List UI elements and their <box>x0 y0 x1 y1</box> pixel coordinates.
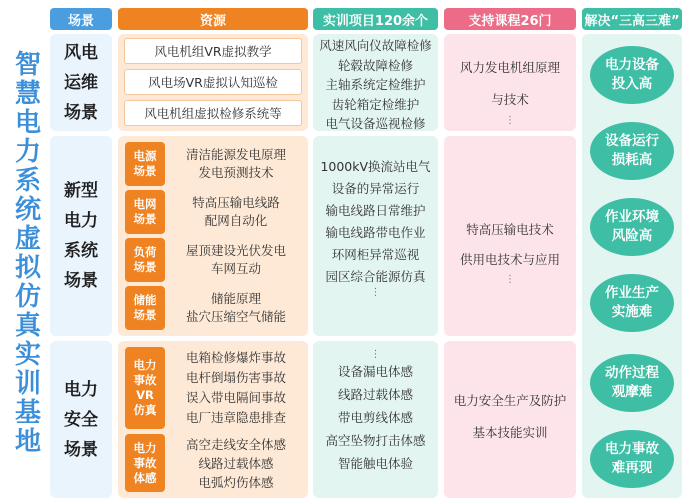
more-dots: ⋮ <box>370 349 381 360</box>
problem-badge: 作业生产 实施难 <box>590 274 674 332</box>
project-item: 设备的异常运行 <box>331 181 420 196</box>
project-item: 齿轮箱定检维护 <box>331 96 420 112</box>
header-scene-label: 场景 <box>67 13 94 29</box>
more-dots: ⋮ <box>370 287 381 298</box>
resource-item: 风电机组VR虚拟教学 <box>124 38 302 64</box>
courses-list-newgrid <box>444 215 576 285</box>
project-item: 环网柜异常巡视 <box>331 247 420 262</box>
project-item: 高空坠物打击体感 <box>325 433 426 448</box>
course-item: 电力安全生产及防护 <box>453 393 567 408</box>
header-solve <box>582 8 682 30</box>
header-courses-label: 支持课程26门 <box>468 13 552 29</box>
tag-storage: 储能 场景 <box>125 286 165 330</box>
project-item: 输电线路带电作业 <box>325 225 426 240</box>
course-item: 基本技能实训 <box>472 425 548 440</box>
more-dots: ⋮ <box>505 274 515 285</box>
tag-accident-sense: 电力 事故 体感 <box>125 434 165 492</box>
projects-list-newgrid <box>313 156 438 298</box>
tag-desc: 屋顶建设光伏发电 车网互动 <box>185 243 286 276</box>
course-item: 风力发电机组原理 <box>459 60 560 75</box>
resource-item: 风电场VR虚拟认知巡检 <box>124 69 302 95</box>
project-item: 设备漏电体感 <box>337 364 413 379</box>
projects-list-wind <box>313 36 438 134</box>
courses-list-safety <box>444 385 576 449</box>
resource-item: 风电机组虚拟检修系统等 <box>124 100 302 126</box>
tag-desc: 储能原理 盐穴压缩空气储能 <box>185 291 286 324</box>
course-item: 与技术 <box>491 92 529 107</box>
header-projects <box>313 8 438 30</box>
project-item: 园区综合能源仿真 <box>325 269 426 284</box>
tag-desc: 特高压输电线路 配网自动化 <box>192 195 280 228</box>
problem-badge: 电力事故 难再现 <box>590 430 674 488</box>
course-item: 供用电技术与应用 <box>459 252 560 267</box>
tag-power-source: 电源 场景 <box>125 142 165 186</box>
project-item: 1000kV换流站电气 <box>320 159 431 174</box>
projects-list-safety <box>313 350 438 475</box>
page-title-text: 智慧电力系统虚拟仿真实训基地 <box>10 50 41 456</box>
tag-desc: 高空走线安全体感 线路过载体感 电弧灼伤体感 <box>185 436 286 490</box>
project-item: 线路过载体感 <box>337 387 413 402</box>
page-title <box>4 8 48 498</box>
project-item: 风速风向仪故障检修 <box>319 38 432 53</box>
header-scene <box>50 8 112 30</box>
more-dots: ⋮ <box>505 115 515 126</box>
header-resource-label: 资源 <box>199 13 226 29</box>
problem-badge: 动作过程 观摩难 <box>590 354 674 412</box>
header-courses <box>444 8 576 30</box>
courses-list-wind <box>444 52 576 126</box>
project-item: 智能触电体验 <box>337 456 413 471</box>
project-item: 电气设备巡视检修 <box>325 116 426 131</box>
tag-accident-vr: 电力 事故 VR 仿真 <box>125 347 165 429</box>
scene-label-wind: 风电 运维 场景 <box>64 42 98 123</box>
problem-badge: 作业环境 风险高 <box>590 198 674 256</box>
tag-desc: 清洁能源发电原理 发电预测技术 <box>185 147 286 180</box>
project-item: 轮毂故障检修 <box>337 57 413 73</box>
tag-power-grid: 电网 场景 <box>125 190 165 234</box>
project-item: 主轴系统定检维护 <box>325 77 426 92</box>
scene-label-safety: 电力 安全 场景 <box>64 379 98 460</box>
project-item: 带电剪线体感 <box>337 410 413 425</box>
tag-desc: 电箱检修爆炸事故 电杆倒塌伤害事故 误入带电隔间事故 电厂违章隐患排查 <box>185 350 286 425</box>
project-item: 输电线路日常维护 <box>325 203 426 218</box>
tag-load: 负荷 场景 <box>125 238 165 282</box>
header-solve-label: 解决“三高三难” <box>584 13 680 29</box>
problem-badge: 设备运行 损耗高 <box>590 122 674 180</box>
course-item: 特高压输电技术 <box>466 222 554 237</box>
header-resource <box>118 8 308 30</box>
header-projects-label: 实训项目120余个 <box>322 13 429 29</box>
scene-label-newgrid: 新型 电力 系统 场景 <box>64 181 98 291</box>
problem-badge: 电力设备 投入高 <box>590 46 674 104</box>
